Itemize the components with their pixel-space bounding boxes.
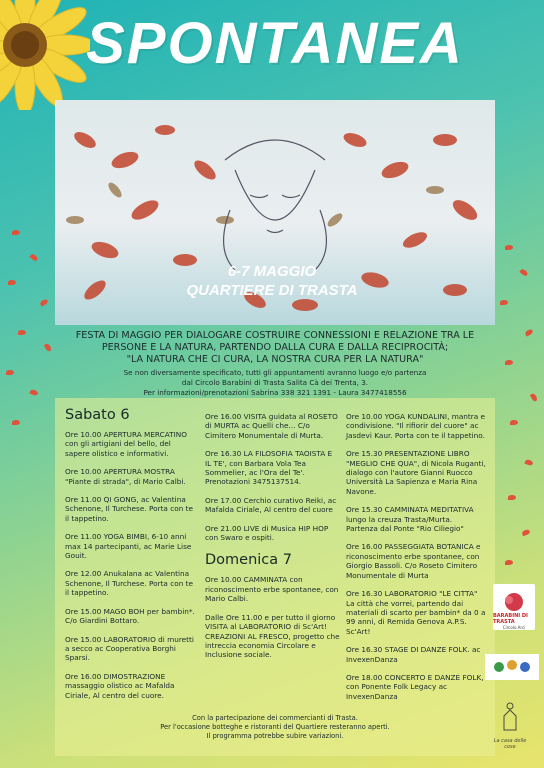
event-item: Ore 10.00 CAMMINATA con riconoscimento erbe spontanee, con Mario Calbi. [205, 575, 339, 604]
event-item: Dalle Ore 11.00 e per tutto il giorno VISITA al LABORATORIO di Sc'Art! CREAZIONI AL FRESCO, progetto che intreccia economia Circolare e Inclusione sociale. [205, 612, 340, 660]
event-item: Ore 10.00 APERTURA MOSTRA "Piante di strada", di Mario Calbi. [65, 467, 186, 486]
barabini-logo [493, 584, 535, 630]
event-item: Ore 15.30 CAMMINATA MEDITATIVA lungo la creuza Trasta/Murta. Partenza dal Ponte "Rio Ciliegio" [346, 505, 474, 534]
intro-block [55, 330, 495, 398]
footer-line-1: Con la partecipazione dei commercianti di Trasta. [192, 714, 358, 722]
community-logo-mark [485, 654, 539, 680]
barabini-logo-subtext: Circolo Arci [502, 625, 526, 630]
day-heading: Sabato 6 [65, 407, 130, 423]
event-item: Ore 10.00 YOGA KUNDALINI, mantra e condivisione. "Il rifiorir del cuore" ac Jasdevi Kaur. Porta con te il tappetino. [346, 412, 486, 440]
event-item: Ore 16.00 PASSEGGIATA BOTANICA e riconoscimento erbe spontanee, con Giorgio Bassoli. C/o Roseto Cimitero Monumentale di Murta [346, 542, 481, 580]
footer-line-2: Per l'occasione botteghe e ristoranti del Quartiere resteranno aperti. [160, 723, 390, 731]
dates-line: 6-7 MAGGIO [227, 263, 317, 280]
intro-lead: FESTA DI MAGGIO PER DIALOGARE COSTRUIRE CONNESSIONI E RELAZIONE TRA LE PERSONE E LA NATURA, PARTENDO DALLA CURA E DALLA RECIPROCITÀ; [75, 330, 475, 353]
footer-notes [55, 714, 495, 741]
middle-column [205, 412, 340, 669]
right-column [346, 412, 486, 710]
day-heading: Domenica 7 [205, 552, 292, 569]
barabini-logo-text: BARABINI DI TRASTA [493, 613, 528, 625]
event-item: Ore 16.00 VISITA guidata al ROSETO di MURTA ac Quelli che... C/o Cimitero Monumentale di Murta. [205, 412, 338, 440]
event-item: Ore 11.00 QI GONG, ac Valentina Schenone, Il Turchese. Porta con te il tappetino. [65, 495, 193, 523]
page-title: SPONTANEA [86, 11, 464, 76]
event-item: Ore 16.30 LA FILOSOFIA TAOISTA E IL TE', con Barbara Vola Tea Sommelier, ac l'Ora del Te'. Prenotazioni 3475137514. [205, 449, 333, 487]
intro-info-2: dal Circolo Barabini di Trasta Salita Cà dei Trenta, 3. [181, 378, 369, 387]
location-line: QUARTIERE DI TRASTA [186, 282, 358, 299]
event-item: Ore 21.00 LIVE di Musica HIP HOP con Swaro e ospiti. [205, 523, 329, 543]
event-item: Ore 15.30 PRESENTAZIONE LIBRO "MEGLIO CHE QUA", di Nicola Ruganti, dialogo con l'autore Gianni Ruocco Università La Sapienza e Maria Rina Navone. [346, 449, 486, 496]
event-item: Ore 15.00 LABORATORIO di muretti a secco ac Cooperativa Borghi Sparsi. [65, 634, 194, 663]
event-item: Ore 16.30 STAGE DI DANZE FOLK. ac InvexenDanza [346, 645, 481, 664]
casa-logo-text: La casa delle cose [493, 738, 527, 750]
casa-delle-cose-logo [490, 700, 530, 760]
barabini-logo-mark [499, 591, 529, 613]
intro-info-1: Se non diversamente specificato, tutti gli appuntamenti avranno luogo e/o partenza [123, 368, 427, 377]
intro-info-3: Per informazioni/prenotazioni Sabrina 338 321 1391 - Laura 3477418556 [143, 388, 407, 397]
event-item: Ore 12.00 Anukalana ac Valentina Schenone, Il Turchese. Porta con te il tappetino. [65, 569, 193, 598]
intro-quote: "LA NATURA CHE CI CURA, LA NOSTRA CURA PER LA NATURA" [126, 354, 424, 365]
footer-line-3: Il programma potrebbe subire variazioni. [206, 732, 344, 740]
community-logo [485, 654, 539, 680]
casa-logo-mark [500, 700, 520, 734]
event-item: Ore 11.00 YOGA BIMBI, 6-10 anni max 14 partecipanti, ac Marie Lise Gouit. [65, 532, 192, 561]
event-dates [0, 262, 544, 300]
event-item: Ore 15.00 MAGO BOH per bambin*. C/o Giardini Bottaro. [65, 606, 195, 626]
event-item: Ore 16.30 LABORATORIO "LE CITTA" La città che vorrei, partendo dai materiali di scarto per bambin* da 0 a 99 anni, di Remida Genova A.P.S. Sc'Art! [346, 589, 486, 636]
event-item: Ore 16.00 DIMOSTRAZIONE massaggio olistico ac Mafalda Ciriale, Al centro del cuore. [65, 671, 175, 700]
event-item: Ore 18.00 CONCERTO E DANZE FOLK, con Ponente Folk Legacy ac InvexenDanza [346, 672, 484, 701]
event-item: Ore 17.00 Cerchio curativo Reiki, ac Mafalda Ciriale, Al centro del cuore [205, 495, 337, 515]
event-item: Ore 10.00 APERTURA MERCATINO con gli artigiani del bello, del sapere olistico e informativi. [65, 430, 187, 458]
schedule-panel [55, 398, 495, 756]
saturday-column [65, 398, 195, 709]
